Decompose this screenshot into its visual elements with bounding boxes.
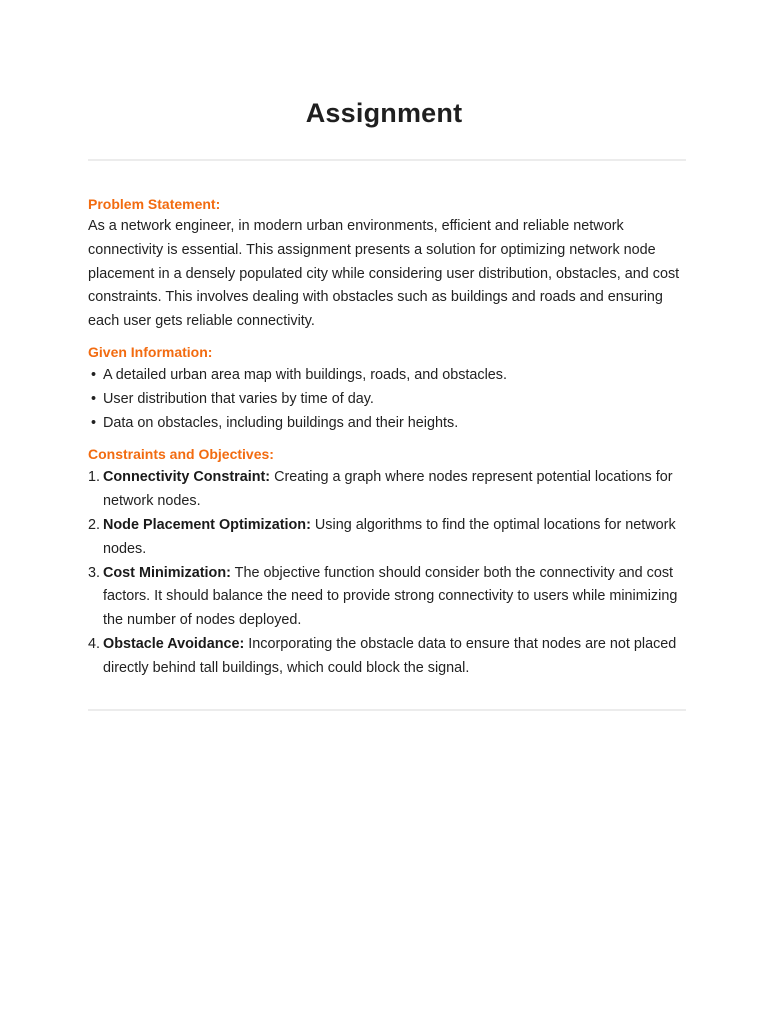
list-item-number: 1.: [88, 469, 101, 486]
list-item-text: The objective function should consider both the connectivity and cost factors. It should balance the need to provide strong connectivity to users while minimizing the number of nodes deployed.: [103, 564, 678, 629]
list-item-term: Connectivity Constraint:: [103, 469, 271, 486]
list-item-text: Creating a graph where nodes represent potential locations for network nodes.: [103, 469, 673, 510]
footer-divider: [88, 709, 686, 711]
bullet-icon: •: [91, 366, 97, 383]
constraints-objectives-section: [88, 443, 688, 680]
bullet-icon: •: [91, 414, 97, 431]
list-item-number: 3.: [88, 564, 101, 581]
list-item: [88, 388, 688, 412]
problem-statement-heading: Problem Statement:: [88, 196, 221, 212]
list-item-term: Obstacle Avoidance:: [103, 635, 245, 652]
list-item-text: Incorporating the obstacle data to ensure that nodes are not placed directly behind tall buildings, which could block the signal.: [103, 635, 677, 676]
problem-statement-text: As a network engineer, in modern urban environments, efficient and reliable network connectivity is essential. This assignment presents a solution for optimizing network node placement in a densely populated city while considering user distribution, obstacles, and cost constraints. This involves dealing with obstacles such as buildings and roads and ensuring each user gets reliable connectivity.: [88, 218, 680, 330]
list-item: [88, 562, 688, 633]
list-item-term: Node Placement Optimization:: [103, 516, 311, 533]
list-item: [88, 514, 688, 562]
list-item-term: Cost Minimization:: [103, 564, 231, 581]
list-item: [88, 633, 688, 681]
list-item-text: Data on obstacles, including buildings and their heights.: [103, 414, 459, 431]
list-item-text: A detailed urban area map with buildings, roads, and obstacles.: [103, 366, 507, 383]
list-item-number: 2.: [88, 516, 101, 533]
list-item: [88, 412, 688, 436]
given-information-list: [88, 364, 688, 435]
problem-statement-section: [88, 193, 688, 334]
list-item: [88, 364, 688, 388]
page-title: Assignment: [305, 98, 463, 128]
document-body: [88, 193, 688, 681]
list-item-text: Using algorithms to find the optimal locations for network nodes.: [103, 516, 676, 557]
bullet-icon: •: [91, 390, 97, 407]
list-item-number: 4.: [88, 635, 101, 652]
list-item: [88, 466, 688, 514]
constraints-objectives-heading: Constraints and Objectives:: [88, 446, 274, 463]
given-information-section: [88, 341, 688, 435]
list-item-text: User distribution that varies by time of day.: [103, 390, 374, 407]
given-information-heading: Given Information:: [88, 343, 213, 360]
constraints-objectives-list: [88, 466, 688, 680]
title-divider: [88, 159, 686, 161]
